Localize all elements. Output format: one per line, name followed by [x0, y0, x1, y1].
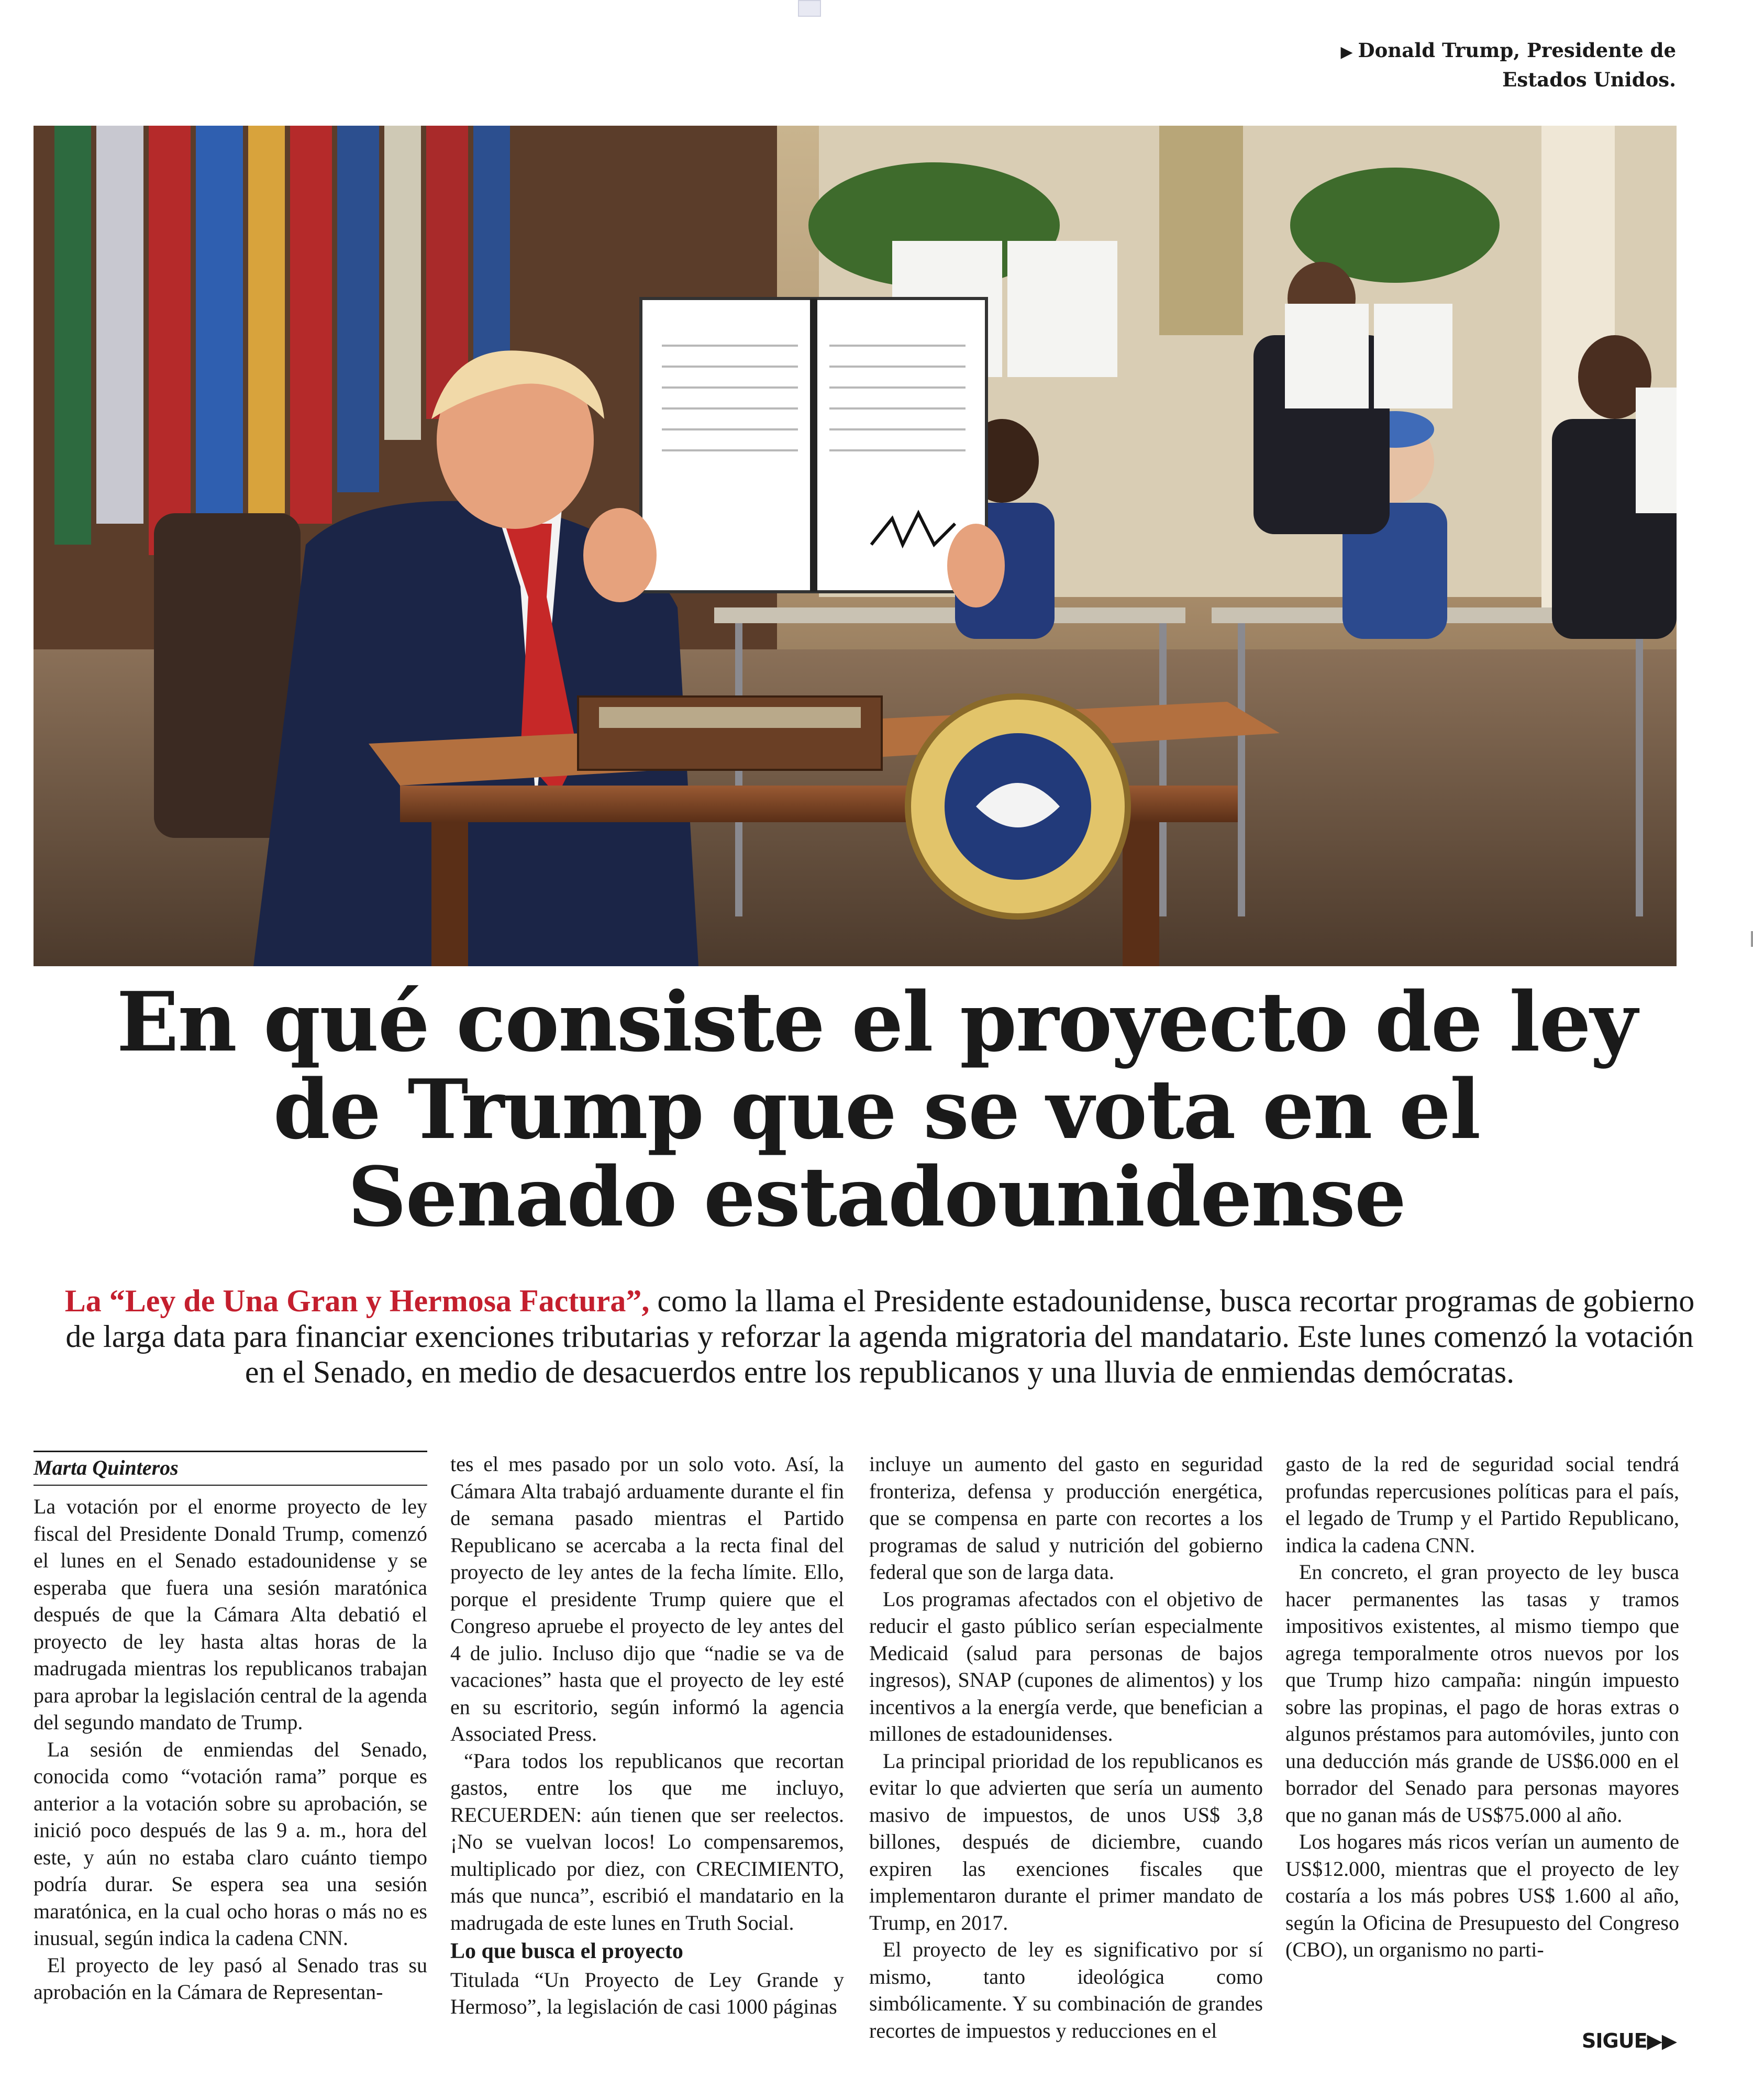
article-paragraph: “Para todos los republicanos que recortan gastos, entre los que me incluyo, RECUERDEN: aún tienen que ser reelectos. ¡No se vuelvan locos! Lo compensaremos, multiplicado por diez, con CRECIMIENTO, más que nunca”, escribió el mandatario en la madrugada de este lunes en Truth Social.: [450, 1749, 844, 1935]
double-arrow-right-icon: ▶▶: [1647, 2029, 1677, 2052]
page-edge-mark: [1751, 931, 1753, 947]
article-paragraph: La sesión de enmiendas del Senado, conocida como “votación rama” porque es anterior a la votación sobre su aprobación, se inició poco después de las 9 a. m., hora del este, y aún no estaba claro cuánto tiempo podría durar. Se espera sea una sesión maratónica, en la cual ocho horas o más no es inusual, según indica la cadena CNN.: [34, 1737, 427, 1950]
page-corner-marker: [798, 0, 821, 17]
byline: Marta Quinteros: [34, 1451, 427, 1486]
article-paragraph: incluye un aumento del gasto en seguridad fronteriza, defensa y producción energética, que se compensa en parte con recortes a los programas de salud y nutrición del gobierno federal que son de larga data.: [869, 1452, 1263, 1584]
lede-text: como la llama el Presidente estadounidense, busca recortar programas de gobierno de larga data para financiar exenciones tributarias y reforzar la agenda migratoria del mandatario. Este lunes comenzó la votación en el Senado, en medio de desacuerdos entre los republicanos y una lluvia de enmiendas demócratas.: [65, 1284, 1695, 1389]
article-paragraph: tes el mes pasado por un solo voto. Así, la Cámara Alta trabajó arduamente durante el fin de semana pasado mientras el Partido Republicano se acercaba a la recta final del proyecto de ley antes de la fecha límite. Ello, porque el presidente Trump quiere que el Congreso apruebe el proyecto de ley antes del 4 de julio. Incluso dijo que “nadie se va de vacaciones” hasta que el proyecto de ley esté en su escritorio, según informó la agencia Associated Press.: [450, 1452, 844, 1745]
article-paragraph: La principal prioridad de los republicanos es evitar lo que advierten que sería un aumento masivo de impuestos, de unos US$ 3,8 billones, después de diciembre, cuando expiren las exenciones fiscales que implementaron durante el primer mandato de Trump, en 2017.: [869, 1749, 1263, 1935]
photo-caption: [1257, 37, 1676, 93]
article-column-2: [450, 1451, 844, 2020]
article-paragraph: El proyecto de ley pasó al Senado tras su aprobación en la Cámara de Representan-: [34, 1953, 427, 2004]
article-subhead: Lo que busca el proyecto: [450, 1939, 683, 1963]
article-photo: [34, 126, 1677, 966]
article-paragraph: gasto de la red de seguridad social tendrá profundas repercusiones políticas para el país, el legado de Trump y el Partido Republicano, indica la cadena CNN.: [1285, 1452, 1679, 1557]
continue-label: SIGUE: [1582, 2029, 1647, 2052]
article-column-4: [1285, 1451, 1679, 1963]
article-column-1: [34, 1451, 427, 2006]
headline: En qué consiste el proyecto de ley de Trump que se vota en el Senado estadounidense: [116, 974, 1637, 1245]
triangle-right-icon: ▶: [1340, 43, 1353, 61]
article-paragraph: En concreto, el gran proyecto de ley busca hacer permanentes las tasas y tramos impositivos existentes, al mismo tiempo que agrega temporalmente otros nuevos por los que Trump hizo campaña: ningún impuesto sobre las propinas, el pago de horas extras o algunos préstamos para automóviles, junto con una deducción más grande de US$6.000 en el borrador del Senado para personas mayores que no ganan más de US$75.000 al año.: [1285, 1560, 1679, 1827]
article-paragraph: Los programas afectados con el objetivo de reducir el gasto público serían especialmente Medicaid (salud para personas de bajos ingresos), SNAP (cupones de alimentos) y los incentivos a la energía verde, que benefician a millones de estadounidenses.: [869, 1587, 1263, 1745]
continue-marker: [1582, 2029, 1677, 2052]
photo-illustration: [34, 126, 1677, 966]
article-paragraph: Titulada “Un Proyecto de Ley Grande y Hermoso”, la legislación de casi 1000 páginas: [450, 1968, 844, 2018]
photo-caption-text: Donald Trump, Presidente de Estados Unidos.: [1358, 39, 1676, 91]
lede-highlight: La “Ley de Una Gran y Hermosa Factura”,: [64, 1284, 650, 1318]
article-paragraph: El proyecto de ley es significativo por sí mismo, tanto ideológica como simbólicamente. Y su combinación de grandes recortes de impuestos y reducciones en el: [869, 1938, 1263, 2042]
article-column-3: [869, 1451, 1263, 2044]
article-paragraph: La votación por el enorme proyecto de ley fiscal del Presidente Donald Trump, comenzó el lunes en el Senado estadounidense y se esperaba que fuera una sesión maratónica después de que la Cámara Alta debatió el proyecto de ley hasta altas horas de la madrugada mientras los republicanos trabajan para aprobar la legislación central de la agenda del segundo mandato de Trump.: [34, 1495, 427, 1734]
lede-paragraph: [58, 1283, 1702, 1390]
article-paragraph: Los hogares más ricos verían un aumento de US$12.000, mientras que el proyecto de ley costaría a los más pobres US$ 1.600 al año, según la Oficina de Presupuesto del Congreso (CBO), un organismo no parti-: [1285, 1830, 1679, 1961]
